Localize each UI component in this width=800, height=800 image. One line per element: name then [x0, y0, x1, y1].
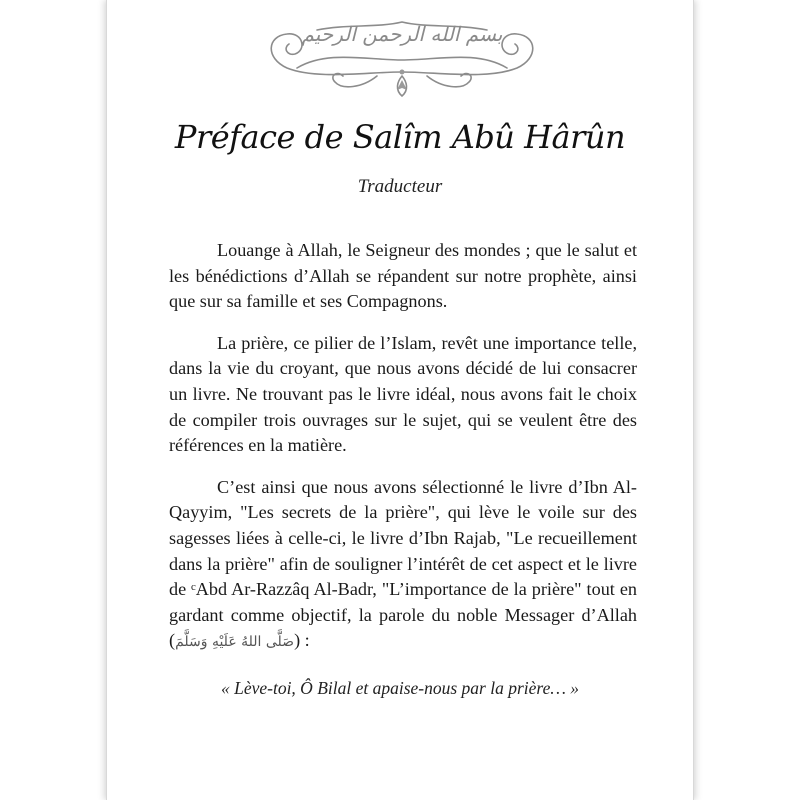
ornament-header: [257, 10, 547, 100]
paragraph-1: Louange à Allah, le Seigneur des mondes ; que le salut et les bénédictions d’Allah se répandent sur notre prophète, ainsi que sur sa famille et ses Compagnons.: [169, 240, 637, 312]
book-page: [106, 0, 694, 800]
paragraph-3: [169, 475, 637, 656]
paragraph-3-end: ) :: [294, 630, 310, 651]
honorific-calligraphy: صَلَّى اللهُ عَلَيْهِ وَسَلَّمَ: [175, 634, 295, 651]
page-title: Préface de Salîm Abû Hârûn: [174, 118, 626, 156]
body-text: [169, 238, 637, 672]
basmala-calligraphy: بسم الله الرحمن الرحيم: [301, 22, 503, 46]
page-subtitle: Traducteur: [357, 176, 443, 197]
hadith-quote: « Lève-toi, Ô Bilal et apaise-nous par la prière… »: [220, 678, 580, 698]
paragraph-3-text: C’est ainsi que nous avons sélectionné le livre d’Ibn Al-Qayyim, "Les secrets de la prière", qui lève le voile sur des sagesses liées à celle-ci, le livre d’Ibn Rajab, "Le recueillement dans la prière" afin de souligner l’intérêt de cet aspect et le livre de ᶜAbd Ar-Razzâq Al-Badr, "L’importance de la prière" tout en gardant comme objectif, la parole du noble Messager d’Allah (: [169, 476, 637, 651]
paragraph-2: La prière, ce pilier de l’Islam, revêt une importance telle, dans la vie du croyant, que nous avons décidé de lui consacrer un livre. Ne trouvant pas le livre idéal, nous avons fait le choix de compiler trois ouvrages sur le sujet, qui se veulent être des références en la matière.: [169, 332, 637, 456]
